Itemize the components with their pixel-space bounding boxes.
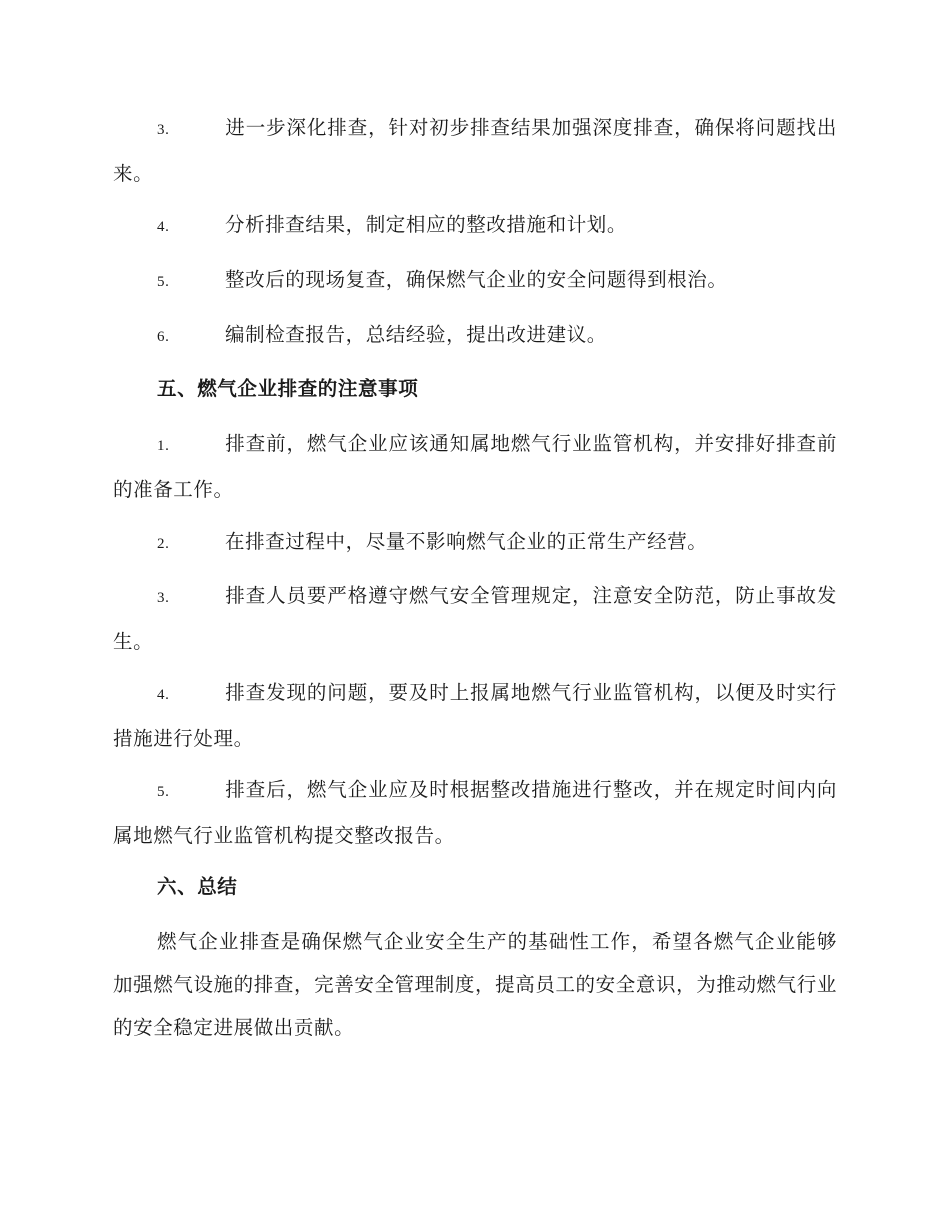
list-text: 分析排查结果，制定相应的整改措施和计划。 xyxy=(225,213,628,236)
list-number: 3. xyxy=(157,122,170,138)
section-heading: 五、燃气企业排查的注意事项 xyxy=(157,377,419,400)
list-text: 排查后，燃气企业应及时根据整改措施进行整改，并在规定时间内向属地燃气行业监管机构提交整改报告。 xyxy=(113,778,837,847)
section-heading: 六、总结 xyxy=(157,875,238,898)
list-item xyxy=(113,203,837,249)
list-text: 编制检查报告，总结经验，提出改进建议。 xyxy=(225,323,607,346)
list-text: 在排查过程中，尽量不影响燃气企业的正常生产经营。 xyxy=(225,530,708,553)
list-item xyxy=(113,671,837,760)
list-item xyxy=(113,768,837,857)
list-item xyxy=(113,422,837,511)
list-text: 排查发现的问题，要及时上报属地燃气行业监管机构，以便及时实行措施进行处理。 xyxy=(113,681,837,750)
list-number: 4. xyxy=(157,219,170,235)
list-text: 排查人员要严格遵守燃气安全管理规定，注意安全防范，防止事故发生。 xyxy=(113,584,837,653)
list-text: 整改后的现场复查，确保燃气企业的安全问题得到根治。 xyxy=(225,268,728,291)
list-number: 3. xyxy=(157,590,170,606)
list-number: 4. xyxy=(157,687,170,703)
list-number: 1. xyxy=(157,438,170,454)
list-number: 5. xyxy=(157,784,170,800)
list-number: 5. xyxy=(157,274,170,290)
summary-paragraph: 燃气企业排查是确保燃气企业安全生产的基础性工作，希望各燃气企业能够加强燃气设施的排查，完善安全管理制度，提高员工的安全意识，为推动燃气行业的安全稳定进展做出贡献。 xyxy=(113,930,837,1039)
list-item xyxy=(113,258,837,304)
list-item xyxy=(113,313,837,359)
list-item xyxy=(113,520,837,566)
list-number: 6. xyxy=(157,329,170,345)
list-item xyxy=(113,574,837,663)
list-text: 排查前，燃气企业应该通知属地燃气行业监管机构，并安排好排查前的准备工作。 xyxy=(113,432,837,501)
list-number: 2. xyxy=(157,536,170,552)
list-item xyxy=(113,106,837,195)
list-text: 进一步深化排查，针对初步排查结果加强深度排查，确保将问题找出来。 xyxy=(113,116,837,185)
